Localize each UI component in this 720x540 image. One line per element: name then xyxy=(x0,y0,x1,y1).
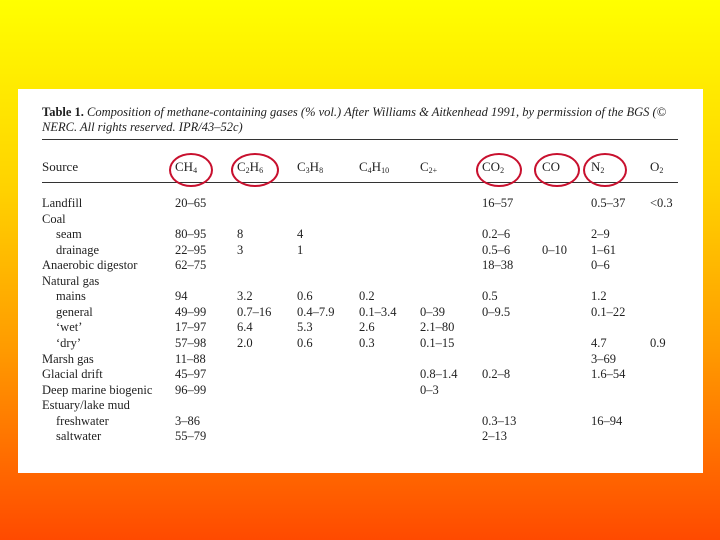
header-text: O xyxy=(650,159,660,174)
table-cell-co2: 0.5–6 xyxy=(482,243,511,257)
column-header-source xyxy=(42,159,78,174)
header-subscript: 2 xyxy=(659,166,664,175)
table-cell-c3h8: 0.4–7.9 xyxy=(297,305,335,319)
highlight-circle-co2 xyxy=(476,153,522,187)
header-subscript: 2 xyxy=(245,166,250,175)
header-text: C xyxy=(359,159,368,174)
header-text: C xyxy=(420,159,429,174)
header-subscript: 4 xyxy=(367,166,372,175)
table-cell-c2plus: 0.1–15 xyxy=(420,336,455,350)
table-cell-co2: 0–9.5 xyxy=(482,305,511,319)
row-label: Deep marine biogenic xyxy=(42,383,153,397)
row-label: freshwater xyxy=(56,414,109,428)
table-cell-ch4: 20–65 xyxy=(175,196,207,210)
row-label: Landfill xyxy=(42,196,83,210)
table-caption-text: Composition of methane-containing gases (% vol.) After Williams & Aitkenhead 1991, by permission of the BGS (© NERC. All rights reserved. IPR/43–52c) xyxy=(42,105,667,134)
table-cell-c2plus: 2.1–80 xyxy=(420,320,455,334)
table-cell-ch4: 49–99 xyxy=(175,305,207,319)
table-cell-c2h6: 3.2 xyxy=(237,289,253,303)
header-subscript: 4 xyxy=(193,166,198,175)
row-label: general xyxy=(56,305,93,319)
table-cell-n2: 3–69 xyxy=(591,352,616,366)
table-cell-n2: 0.5–37 xyxy=(591,196,626,210)
table-slide xyxy=(18,89,703,473)
table-cell-c4h10: 0.2 xyxy=(359,289,375,303)
table-cell-co2: 0.2–8 xyxy=(482,367,511,381)
table-cell-c2h6: 8 xyxy=(237,227,244,241)
table-cell-c3h8: 1 xyxy=(297,243,304,257)
highlight-circle-co xyxy=(534,153,580,187)
table-cell-o2: <0.3 xyxy=(650,196,673,210)
table-cell-co2: 2–13 xyxy=(482,429,507,443)
header-text: C xyxy=(237,159,246,174)
table-cell-c3h8: 4 xyxy=(297,227,304,241)
row-label: seam xyxy=(56,227,82,241)
table-cell-ch4: 11–88 xyxy=(175,352,206,366)
header-text: Source xyxy=(42,159,79,174)
table-cell-c2plus: 0–39 xyxy=(420,305,445,319)
table-cell-c3h8: 0.6 xyxy=(297,289,313,303)
highlight-circle-n2 xyxy=(583,153,627,187)
table-cell-c2plus: 0–3 xyxy=(420,383,439,397)
table-cell-co2: 0.5 xyxy=(482,289,498,303)
table-cell-ch4: 22–95 xyxy=(175,243,207,257)
column-header-c4h10 xyxy=(359,159,389,178)
row-label: Marsh gas xyxy=(42,352,94,366)
row-label: Glacial drift xyxy=(42,367,103,381)
header-text: CH xyxy=(175,159,194,174)
header-text: CO xyxy=(482,159,501,174)
table-cell-c2h6: 3 xyxy=(237,243,244,257)
header-text: H xyxy=(249,159,260,174)
table-cell-c3h8: 0.6 xyxy=(297,336,313,350)
table-cell-n2: 1.6–54 xyxy=(591,367,626,381)
table-caption-label: Table 1. xyxy=(42,105,84,119)
table-cell-n2: 16–94 xyxy=(591,414,623,428)
row-label: Estuary/lake mud xyxy=(42,398,130,412)
table-caption xyxy=(42,105,692,135)
table-cell-co2: 18–38 xyxy=(482,258,514,272)
table-cell-n2: 0–6 xyxy=(591,258,610,272)
header-text: H xyxy=(309,159,320,174)
row-label: mains xyxy=(56,289,86,303)
table-cell-c2h6: 0.7–16 xyxy=(237,305,272,319)
header-text: N xyxy=(591,159,601,174)
table-cell-ch4: 45–97 xyxy=(175,367,207,381)
header-text: C xyxy=(297,159,306,174)
header-subscript: 2+ xyxy=(428,166,438,175)
table-cell-ch4: 80–95 xyxy=(175,227,207,241)
table-cell-co2: 0.3–13 xyxy=(482,414,517,428)
table-cell-ch4: 57–98 xyxy=(175,336,207,350)
table-cell-co2: 16–57 xyxy=(482,196,514,210)
table-cell-ch4: 96–99 xyxy=(175,383,207,397)
header-rule xyxy=(42,182,678,183)
header-subscript: 2 xyxy=(500,166,505,175)
table-cell-co2: 0.2–6 xyxy=(482,227,511,241)
header-subscript: 6 xyxy=(259,166,264,175)
table-cell-c3h8: 5.3 xyxy=(297,320,313,334)
table-cell-ch4: 55–79 xyxy=(175,429,207,443)
highlight-circle-ch4 xyxy=(169,153,213,187)
table-cell-ch4: 17–97 xyxy=(175,320,207,334)
row-label: ‘dry’ xyxy=(56,336,81,350)
highlight-circle-c2h6 xyxy=(231,153,279,187)
table-cell-c2h6: 2.0 xyxy=(237,336,253,350)
table-cell-n2: 4.7 xyxy=(591,336,607,350)
table-cell-c2plus: 0.8–1.4 xyxy=(420,367,458,381)
table-cell-ch4: 62–75 xyxy=(175,258,207,272)
table-cell-n2: 0.1–22 xyxy=(591,305,626,319)
table-cell-ch4: 94 xyxy=(175,289,188,303)
row-label: ‘wet’ xyxy=(56,320,83,334)
row-label: Anaerobic digestor xyxy=(42,258,138,272)
table-cell-co: 0–10 xyxy=(542,243,567,257)
header-subscript: 2 xyxy=(600,166,605,175)
top-rule xyxy=(42,139,678,140)
row-label: Coal xyxy=(42,212,66,226)
column-header-o2 xyxy=(650,159,663,178)
header-subscript: 10 xyxy=(381,166,390,175)
header-subscript: 8 xyxy=(319,166,324,175)
table-cell-c4h10: 0.1–3.4 xyxy=(359,305,397,319)
table-cell-c4h10: 0.3 xyxy=(359,336,375,350)
header-subscript: 3 xyxy=(305,166,310,175)
column-header-c2plus xyxy=(420,159,437,178)
row-label: Natural gas xyxy=(42,274,100,288)
table-cell-n2: 2–9 xyxy=(591,227,610,241)
header-text: H xyxy=(371,159,382,174)
row-label: drainage xyxy=(56,243,100,257)
row-label: saltwater xyxy=(56,429,102,443)
table-cell-c2h6: 6.4 xyxy=(237,320,253,334)
table-cell-n2: 1.2 xyxy=(591,289,607,303)
header-text: CO xyxy=(542,159,561,174)
table-cell-ch4: 3–86 xyxy=(175,414,200,428)
table-cell-n2: 1–61 xyxy=(591,243,616,257)
column-header-c3h8 xyxy=(297,159,323,178)
table-cell-o2: 0.9 xyxy=(650,336,666,350)
table-cell-c4h10: 2.6 xyxy=(359,320,375,334)
